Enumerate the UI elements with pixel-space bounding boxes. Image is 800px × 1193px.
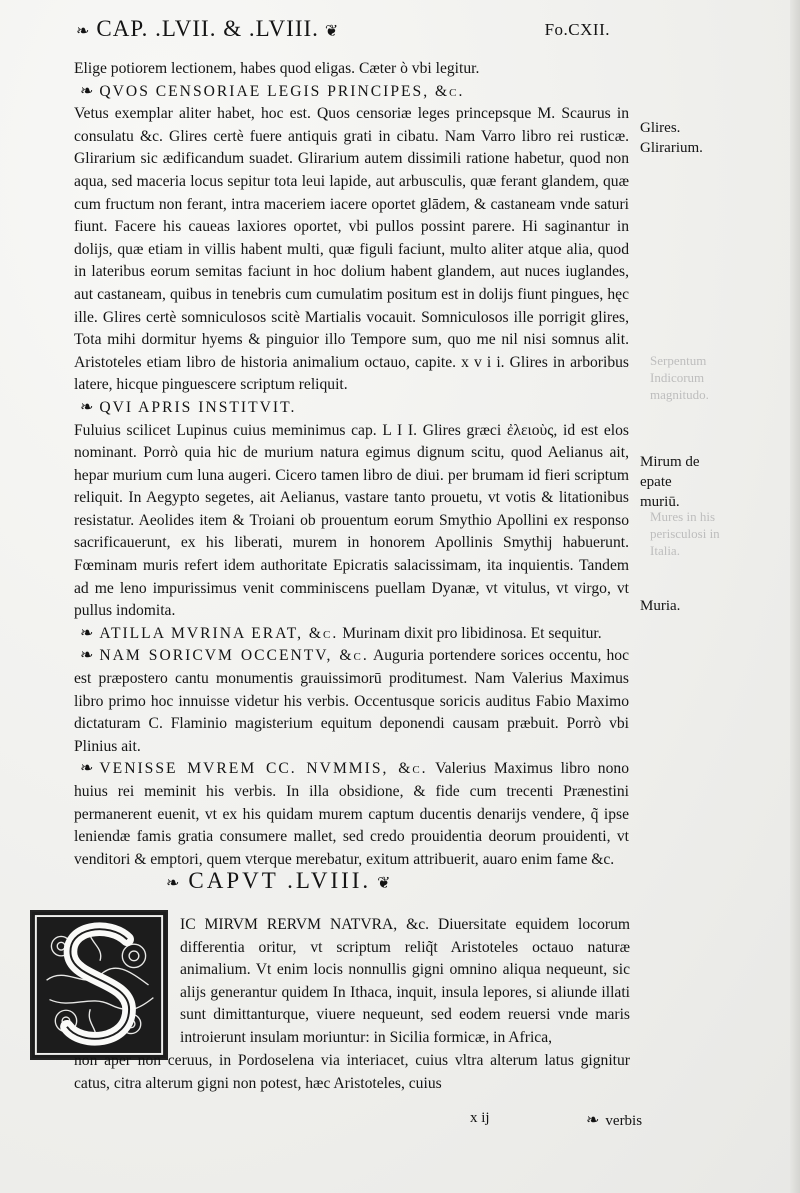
page-edge	[790, 0, 800, 1193]
fleuron-icon: ❦	[324, 23, 340, 40]
running-head	[70, 16, 610, 50]
fleuron-icon: ❧	[586, 1112, 600, 1129]
fleuron-icon: ❧	[80, 760, 94, 778]
decorated-initial-icon	[30, 910, 168, 1060]
catchword-text: verbis	[605, 1113, 643, 1129]
commentary-text: Auguria portendere sorices occentu, hoc est præpostero cantu monumentis grauissimorū proditumest. Nam Valerius Maximus libro primo hoc innuisse videtur his verbis. Occentusque soricis auditus Fabio Maximo dictaturam C. Flaminio magisterium equitum deponendi causam præbuit. Porrò vbi Plinius ait.	[74, 647, 629, 755]
fleuron-icon: ❧	[80, 647, 94, 665]
lemma-heading	[74, 758, 629, 871]
signature-mark: x ij	[470, 1110, 490, 1126]
lemma-text: QVI APRIS INSTITVIT.	[99, 398, 297, 416]
text-line: Elige potiorem lectionem, habes quod eligas. Cæter ò vbi legitur.	[74, 60, 480, 77]
lemma-text: ATILLA MVRINA ERAT, &c.	[99, 624, 339, 642]
chapter-heading	[160, 868, 510, 894]
lemma-text: NAM SORICVM OCCENTV, &c.	[99, 647, 369, 665]
margin-note-serpentum: Serpentum Indicorum magnitudo.	[650, 353, 709, 402]
lemma-heading	[74, 645, 629, 758]
chapter-text-indented: IC MIRVM RERVM NATVRA, &c. Diuersitate equidem locorum differentia oritur, vt scriptum reliq̃t Aristoteles octauo naturæ animalium. Vt enim locis nonnullis gigni omnino aliqua nequeunt, sic alijs generantur quidem In Ithaca, inquit, insula lepores, si aliunde illati sunt dimittanturque, viuere nequeunt, sed eodem reuersi vnde maris introierunt insulam moriuntur: in Sicilia formicæ, in Africa,	[180, 916, 630, 1046]
commentary-text: Murinam dixit pro libidinosa. Et sequitur.	[342, 624, 602, 642]
commentary-paragraph: Vetus exemplar aliter habet, hoc est. Quos censoriæ leges princepsque M. Scaurus in consulatu &c. Glires certè fuere antiquis grati in cibatu. Nam Varro libro rei rusticæ. Glirarium sic ædificandum suadet. Glirarium autem dissimili ratione habetur, quod non aqua, sed maceria locus sepitur tota leui lapide, aut arbusculis, quæ ferant glandem, quæ cum fructum non ferant, intra maceriem iacere oportet glādem, & castaneam vnde saturi fiunt. Facere his caueas laxiores oportet, vbi pullos possint parere. Hi saginantur in dolijs, quæ etiam in villis habent multi, quæ figuli faciunt, multo aliter atque alia, quod in lateribus eorum semitas faciunt in hoc dolium habent glandem, aut nuces iuglandes, aut castaneam, quibus in tenebris cum cumulatim positum est in dolijs fiunt pingues, hęc ille. Glires certè somniculosos scitè Martialis vocauit. Somniculosos ille porrigit glires, Tota mihi dormitur hyems & pinguior illo Tempore sum, quo me nil nisi somnus alit. Aristoteles etiam libro de historia animalium octauo, capite. x v i i. Glires in arboribus latere, hicque pinguescere scriptum reliquit.	[74, 105, 629, 394]
fleuron-icon: ❦	[377, 875, 394, 892]
fleuron-icon: ❧	[76, 23, 91, 40]
lemma-heading	[74, 81, 629, 104]
catchword	[580, 1110, 642, 1130]
margin-note-mirum: Mirum de epate muriū.	[640, 454, 700, 510]
main-text	[74, 58, 629, 871]
commentary-paragraph: Fuluius scilicet Lupinus cuius meminimus cap. L I I. Glires græci ἐλειοὺς, id est elos nominant. Porrò quia hic de murium natura egimus dignum scitu, quod Aelianus ait, hepar murium cum luna augeri. Cicero tamen libro de diui. per brumam id fieri scriptum reliquit. In Aegypto segetes, ait Aelianus, vastare tanto prouetu, vt votis & litationibus resistatur. Aeolides item & Troiani ob prouentum eorum Smythio Apollini ex responso sacrificauerunt, ex his liberati, murem in honorem Apollinis Smythij habuerunt. Fœminam muris refert idem authoritate Epicratis salacissimam, ita inquientis. Tandem ad me leno impurissimus venit comminiscens puellam Dyanæ, vt vitulus, vt virgo, vt pullus indomita.	[74, 421, 629, 620]
chapter-title	[70, 16, 345, 42]
fleuron-icon: ❧	[166, 875, 183, 892]
lemma-heading	[74, 623, 629, 646]
fleuron-icon: ❧	[80, 398, 94, 416]
lemma-heading	[74, 397, 629, 420]
commentary-text: Valerius Maximus libro nono huius rei meminit his verbis. In illa obsidione, & fide cum trecenti Prænestini permanerent euenit, vt ex his quidam murem captum ducentis denarijs vendere, q̃ ipse leniendæ famis gratia consumere mallet, sed credo prouidentia deorum prouidenti, vt venditori & emptori, quem vterque merebatur, exitum attribuerit, auaro enim fame &c.	[74, 760, 629, 868]
margin-note-muria: Muria.	[640, 598, 681, 614]
fleuron-icon: ❧	[80, 624, 94, 642]
lemma-text: QVOS CENSORIAE LEGIS PRINCIPES, &c.	[99, 82, 465, 100]
fleuron-icon: ❧	[80, 82, 94, 100]
margin-note-mures: Mures in his perisculosi in Italia.	[650, 509, 720, 558]
lemma-text: VENISSE MVREM CC. NVMMIS, &c.	[99, 760, 428, 778]
chapter-heading-text: CAPVT .LVIII.	[188, 868, 372, 893]
decorated-initial-s-icon	[32, 912, 166, 1058]
chapter-text-full: non aper non ceruus, in Pordoselena via interiacet, cuius vltra alterum latus gignitur catus, citra alterum gigni non potest, hæc Aristoteles, cuius	[74, 1052, 630, 1092]
folio-number: Fo.CXII.	[544, 20, 610, 39]
margin-note-glires: Glires. Glirarium.	[640, 120, 703, 156]
chapter-title-text: CAP. .LVII. & .LVIII.	[96, 16, 319, 41]
